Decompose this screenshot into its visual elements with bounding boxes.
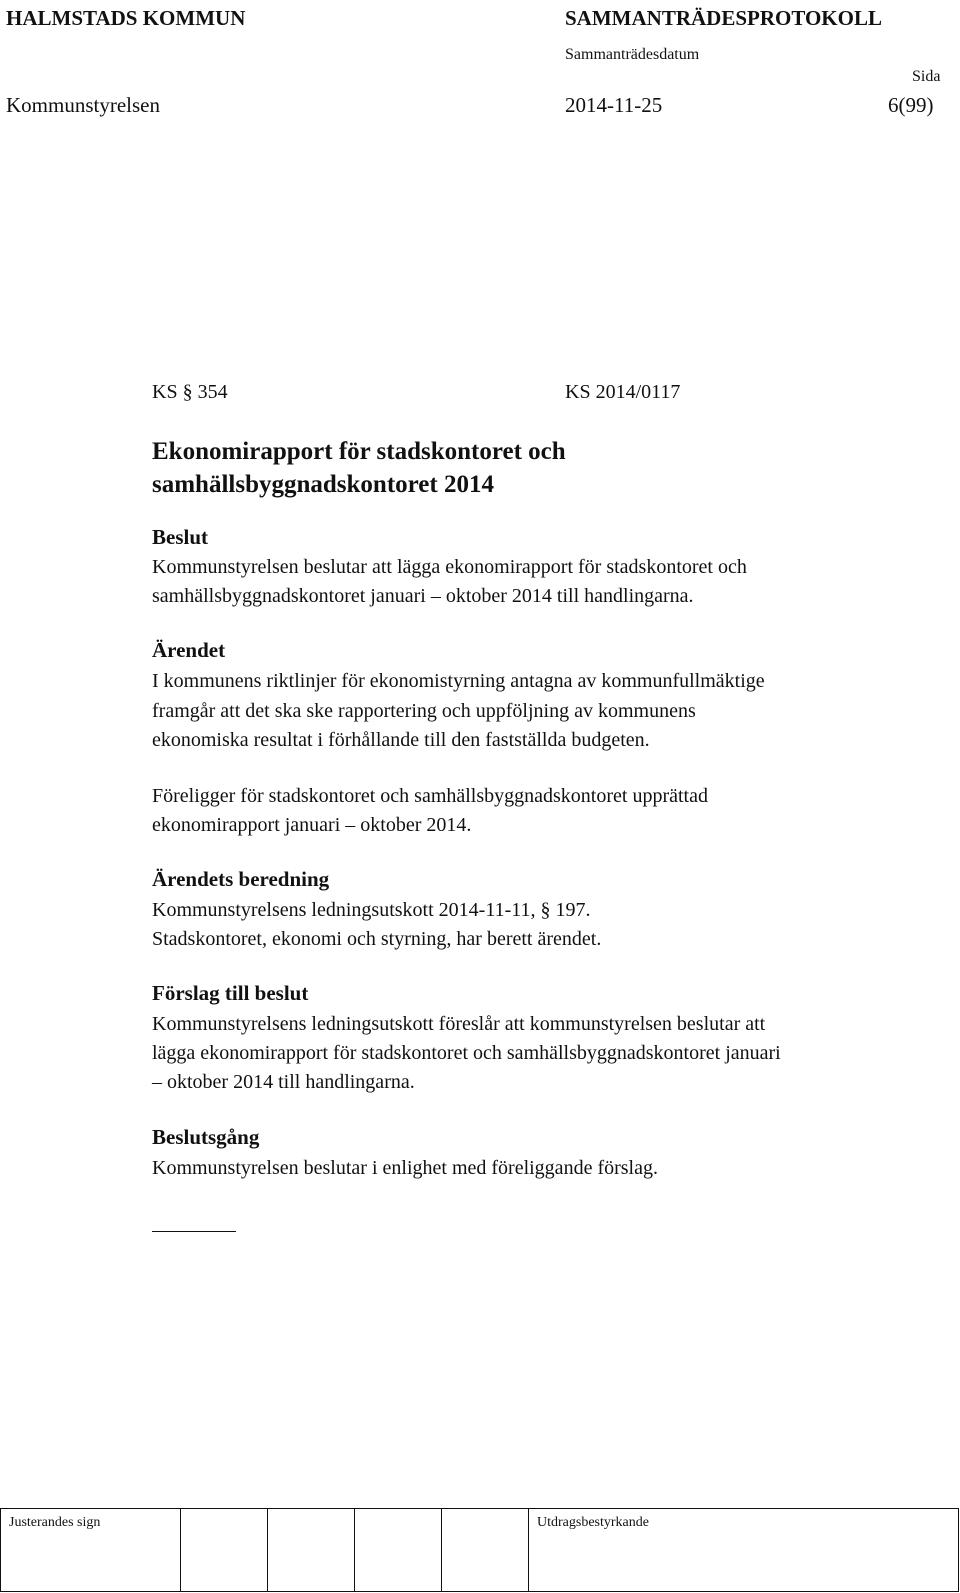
municipality-name: HALMSTADS KOMMUN [6,6,246,30]
case-number: KS § 354 [152,381,228,403]
utdragsbestyrkande-cell [529,1509,959,1592]
date-label: Sammanträdesdatum [565,46,700,63]
arendet-line4: Föreligger för stadskontoret och samhällsbyggnadskontoret upprättad [152,785,708,807]
utdragsbestyrkande-label: Utdragsbestyrkande [537,1515,649,1530]
body-name: Kommunstyrelsen [6,93,160,117]
beredning-heading: Ärendets beredning [152,867,330,891]
signature-box [181,1509,268,1592]
beslut-line2: samhällsbyggnadskontoret januari – oktober 2014 till handlingarna. [152,585,694,607]
arendet-line1: I kommunens riktlinjer för ekonomistyrning antagna av kommunfullmäktige [152,670,765,692]
signature-box [268,1509,355,1592]
separator-rule [152,1231,236,1232]
justerandes-sign-label: Justerandes sign [9,1515,101,1530]
signature-table [0,1508,959,1592]
page-label: Sida [912,68,941,85]
signature-box [442,1509,529,1592]
document-title-line1: Ekonomirapport för stadskontoret och [152,438,566,465]
document-title-line2: samhällsbyggnadskontoret 2014 [152,471,494,498]
meeting-date: 2014-11-25 [565,93,663,117]
arendet-line2: framgår att det ska ske rapportering och uppföljning av kommunens [152,700,696,722]
case-reference: KS 2014/0117 [565,381,681,403]
signature-box [355,1509,442,1592]
beslutsgang-heading: Beslutsgång [152,1125,260,1149]
page-number: 6(99) [888,93,934,117]
justerandes-sign-cell [1,1509,181,1592]
forslag-line1: Kommunstyrelsens ledningsutskott föreslår att kommunstyrelsen beslutar att [152,1013,766,1035]
protocol-title: SAMMANTRÄDESPROTOKOLL [565,6,882,30]
beredning-line1: Kommunstyrelsens ledningsutskott 2014-11-11, § 197. [152,899,591,921]
arendet-line5: ekonomirapport januari – oktober 2014. [152,814,472,836]
beslut-heading: Beslut [152,525,209,549]
forslag-heading: Förslag till beslut [152,981,309,1005]
arendet-heading: Ärendet [152,638,226,662]
beredning-line2: Stadskontoret, ekonomi och styrning, har berett ärendet. [152,928,602,950]
forslag-line2: lägga ekonomirapport för stadskontoret och samhällsbyggnadskontoret januari [152,1042,781,1064]
beslutsgang-line1: Kommunstyrelsen beslutar i enlighet med föreliggande förslag. [152,1157,658,1179]
beslut-line1: Kommunstyrelsen beslutar att lägga ekonomirapport för stadskontoret och [152,556,747,578]
arendet-line3: ekonomiska resultat i förhållande till den fastställda budgeten. [152,729,650,751]
forslag-line3: – oktober 2014 till handlingarna. [152,1071,415,1093]
